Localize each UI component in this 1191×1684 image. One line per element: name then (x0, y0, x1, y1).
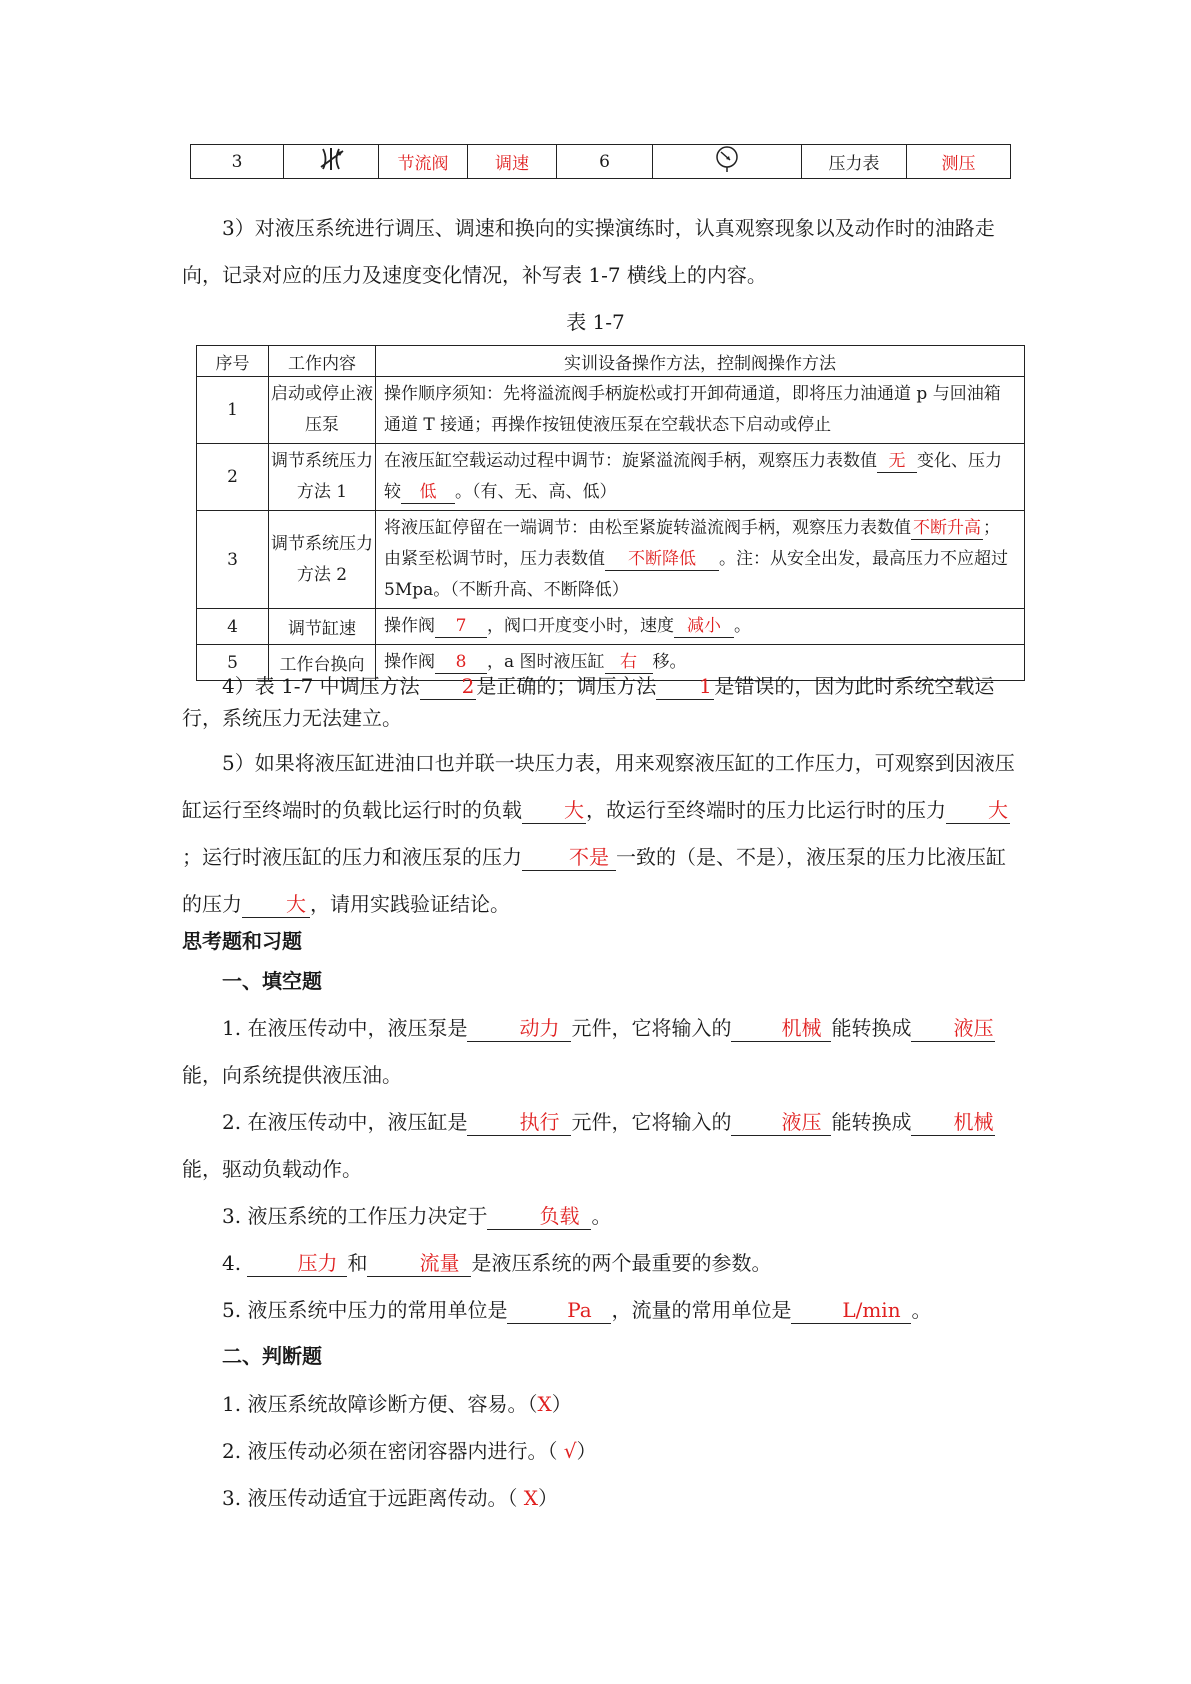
row-task: 调节系统压力方法 1 (269, 444, 376, 511)
text: 是液压系统的两个最重要的参数。 (471, 1251, 772, 1275)
header-method: 实训设备操作方法，控制阀操作方法 (376, 346, 1025, 377)
text: 能转换成 (831, 1016, 912, 1040)
row-number: 4 (197, 609, 269, 645)
text: 4. (222, 1251, 248, 1275)
text: 4）表 1-7 中调压方法 (222, 674, 420, 698)
answer-blank: 机械 (953, 1110, 994, 1134)
fill-question-3 (182, 1193, 1022, 1240)
table-row (197, 511, 1025, 609)
text: 。 (911, 1298, 932, 1322)
table-row (197, 377, 1025, 444)
fill-question-1 (182, 1005, 1022, 1099)
text: 能转换成 (831, 1110, 912, 1134)
text: 3. 液压传动适宜于远距离传动。（ (222, 1486, 524, 1510)
answer-blank: 8 (455, 652, 467, 672)
fill-question-2 (182, 1099, 1022, 1193)
text: ，流量的常用单位是 (611, 1298, 792, 1322)
desc-text: 操作阀 (384, 616, 435, 636)
answer-blank: 1 (699, 674, 712, 698)
desc-text: 。注：从安全出发，最高压力不应超过 5Mpa。（不断升高、不断降低） (384, 549, 1008, 600)
fill-in-title: 一、填空题 (222, 969, 322, 993)
desc-text: ，a 图时液压缸 (487, 652, 605, 672)
row-number: 5 (197, 645, 269, 681)
pressure-gauge-symbol-icon (653, 145, 802, 179)
text: 元件，它将输入的 (571, 1110, 732, 1134)
text: ，故运行至终端时的压力比运行时的压力 (586, 798, 946, 822)
desc-text: 。 (734, 616, 751, 636)
answer-blank: 负载 (539, 1204, 580, 1228)
row-number: 3 (197, 511, 269, 609)
valve-function: 调速 (468, 145, 557, 179)
paragraph-4 (182, 670, 1022, 734)
text: ） (551, 1392, 572, 1416)
text: 能，向系统提供液压油。 (182, 1063, 402, 1087)
row-description (376, 609, 1025, 645)
valve-name: 节流阀 (379, 145, 468, 179)
answer-blank: 不断降低 (628, 549, 696, 569)
text: 能，驱动负载动作。 (182, 1157, 362, 1181)
table-caption: 表 1-7 (566, 310, 625, 334)
instruction-paragraph-3: 3）对液压系统进行调压、调速和换向的实操演练时，认真观察现象以及动作时的油路走向，记录对应的压力及速度变化情况，补写表 1-7 横线上的内容。 (182, 216, 995, 287)
answer-blank: L/min (842, 1298, 901, 1322)
valve-symbol-table (190, 144, 1011, 179)
answer-blank: 大 (286, 892, 306, 916)
answer-mark: X (523, 1486, 539, 1510)
text: 2. 液压传动必须在密闭容器内进行。（ (222, 1439, 564, 1463)
desc-text: 。（有、无、高、低） (455, 482, 617, 502)
desc-text: 在液压缸空载运动过程中调节：旋紧溢流阀手柄，观察压力表数值 (384, 451, 877, 471)
text: ） (576, 1439, 597, 1463)
text: 2. 在液压传动中，液压缸是 (222, 1110, 468, 1134)
desc-text: 操作阀 (384, 652, 435, 672)
answer-blank: 液压 (781, 1110, 822, 1134)
desc-text: ；由紧至松调节时，压力表数值 (384, 518, 1000, 569)
answer-blank: 液压 (953, 1016, 994, 1040)
answer-blank: 动力 (519, 1016, 560, 1040)
judge-question-2 (182, 1428, 1022, 1475)
answer-blank: 2 (461, 674, 475, 698)
answer-blank: 减小 (687, 616, 721, 636)
table-row (197, 444, 1025, 511)
paragraph-5 (182, 740, 1022, 928)
answer-blank: 机械 (781, 1016, 822, 1040)
judge-question-3 (182, 1475, 1022, 1522)
text: ，请用实践验证结论。 (310, 892, 510, 916)
answer-blank: 无 (888, 451, 906, 471)
answer-blank: 大 (988, 798, 1008, 822)
text: 1. 在液压传动中，液压泵是 (222, 1016, 468, 1040)
row-number: 1 (197, 377, 269, 444)
component-name: 压力表 (802, 145, 907, 179)
text: 。 (591, 1204, 612, 1228)
text: 5）如果将液压缸进油口也并联一块压力表，用来观察液压缸的工作压力，可观察到因液压缸运行至终端时的负载比运行时的负载 (182, 751, 1015, 822)
answer-blank: 不是 (569, 845, 609, 869)
text: 1. 液压系统故障诊断方便、容易。（ (222, 1392, 538, 1416)
text: ） (538, 1486, 559, 1510)
row-task: 启动或停止液压泵 (269, 377, 376, 444)
desc-text: 移。 (652, 652, 687, 672)
row-task: 工作台换向 (269, 645, 376, 681)
text: 是正确的；调压方法 (476, 674, 657, 698)
fill-question-5 (182, 1287, 1022, 1334)
text: 是错误的，因为此时系统空载运行，系统压力无法建立。 (182, 674, 995, 730)
row-task: 调节系统压力方法 2 (269, 511, 376, 609)
desc-text: 变化、压力较 (384, 451, 1002, 502)
text: 一致的（是、不是），液压泵的压力比液压缸的压力 (182, 845, 1006, 916)
row-number: 2 (197, 444, 269, 511)
table-row (197, 609, 1025, 645)
desc-text: 将液压缸停留在一端调节：由松至紧旋转溢流阀手柄，观察压力表数值 (384, 518, 911, 538)
answer-blank: 不断升高 (913, 518, 981, 538)
operation-table (196, 345, 1025, 681)
table-row (191, 145, 1011, 179)
row-description (376, 511, 1025, 609)
answer-blank: 7 (455, 616, 467, 636)
throttle-valve-symbol-icon (284, 145, 379, 179)
header-task: 工作内容 (269, 346, 376, 377)
desc-text: ，阀口开度变小时，速度 (487, 616, 674, 636)
section-title: 思考题和习题 (182, 929, 302, 953)
row-task: 调节缸速 (269, 609, 376, 645)
text: 元件，它将输入的 (571, 1016, 732, 1040)
answer-blank: 右 (620, 652, 638, 672)
row-description: 操作顺序须知：先将溢流阀手柄旋松或打开卸荷通道，即将压力油通道 p 与回油箱通道 T 接通；再操作按钮使液压泵在空载状态下启动或停止 (376, 377, 1025, 444)
row-number: 6 (557, 145, 653, 179)
answer-blank: 大 (564, 798, 584, 822)
text: 3. 液压系统的工作压力决定于 (222, 1204, 488, 1228)
header-number: 序号 (197, 346, 269, 377)
answer-blank: 执行 (519, 1110, 560, 1134)
true-false-title: 二、判断题 (222, 1344, 322, 1368)
row-number: 3 (191, 145, 284, 179)
component-function: 测压 (907, 145, 1011, 179)
row-description (376, 444, 1025, 511)
text: ；运行时液压缸的压力和液压泵的压力 (182, 845, 522, 869)
fill-question-4 (182, 1240, 1022, 1287)
text: 和 (347, 1251, 368, 1275)
table-header-row (197, 346, 1025, 377)
judge-question-1 (182, 1381, 1022, 1428)
answer-blank: Pa (567, 1298, 592, 1322)
text: 5. 液压系统中压力的常用单位是 (222, 1298, 508, 1322)
answer-mark: X (537, 1392, 552, 1416)
answer-mark: √ (563, 1439, 577, 1463)
answer-blank: 流量 (419, 1251, 460, 1275)
answer-blank: 压力 (297, 1251, 338, 1275)
answer-blank: 低 (419, 482, 437, 502)
